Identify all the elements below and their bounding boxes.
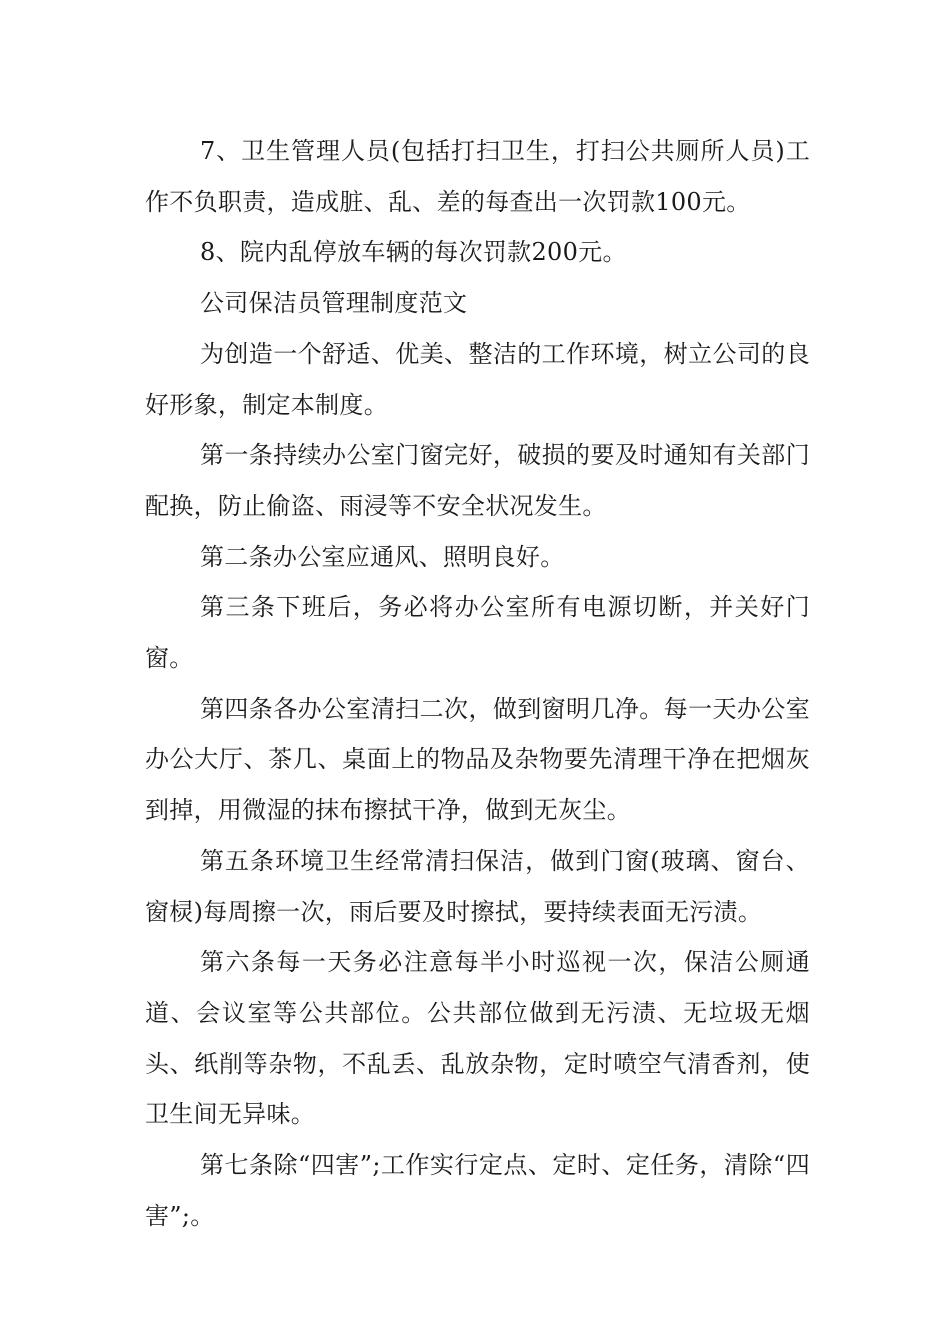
document-body	[145, 126, 810, 1241]
paragraph-article-2: 第二条办公室应通风、照明良好。	[200, 542, 565, 571]
paragraph-article-3: 第三条下班后，务必将办公室所有电源切断，并关好门窗。	[145, 593, 810, 673]
paragraph-article-6: 第六条每一天务必注意每半小时巡视一次，保洁公厕通道、会议室等公共部位。公共部位做到无污渍、无垃圾无烟头、纸削等杂物，不乱丢、乱放杂物，定时喷空气清香剂，使卫生间无异味。	[145, 948, 810, 1129]
paragraph-article-1: 第一条持续办公室门窗完好，破损的要及时通知有关部门配换，防止偷盗、雨浸等不安全状况发生。	[145, 441, 810, 520]
paragraph-rule-8: 8、院内乱停放车辆的每次罚款200元。	[200, 238, 627, 267]
section-heading: 公司保洁员管理制度范文	[200, 289, 468, 318]
paragraph-article-5: 第五条环境卫生经常清扫保洁，做到门窗(玻璃、窗台、窗棂)每周擦一次，雨后要及时擦拭，要持续表面无污渍。	[145, 846, 810, 926]
paragraph-article-4: 第四条各办公室清扫二次，做到窗明几净。每一天办公室办公大厅、茶几、桌面上的物品及杂物要先清理干净在把烟灰到掉，用微湿的抹布擦拭干净，做到无灰尘。	[145, 694, 810, 825]
paragraph-article-7: 第七条除“四害”;工作实行定点、定时、定任务，清除“四害”;。	[145, 1151, 810, 1230]
paragraph-rule-7: 7、卫生管理人员(包括打扫卫生，打扫公共厕所人员)工作不负职责，造成脏、乱、差的每查出一次罚款100元。	[145, 137, 810, 216]
paragraph-intro: 为创造一个舒适、优美、整洁的工作环境，树立公司的良好形象，制定本制度。	[145, 339, 810, 419]
